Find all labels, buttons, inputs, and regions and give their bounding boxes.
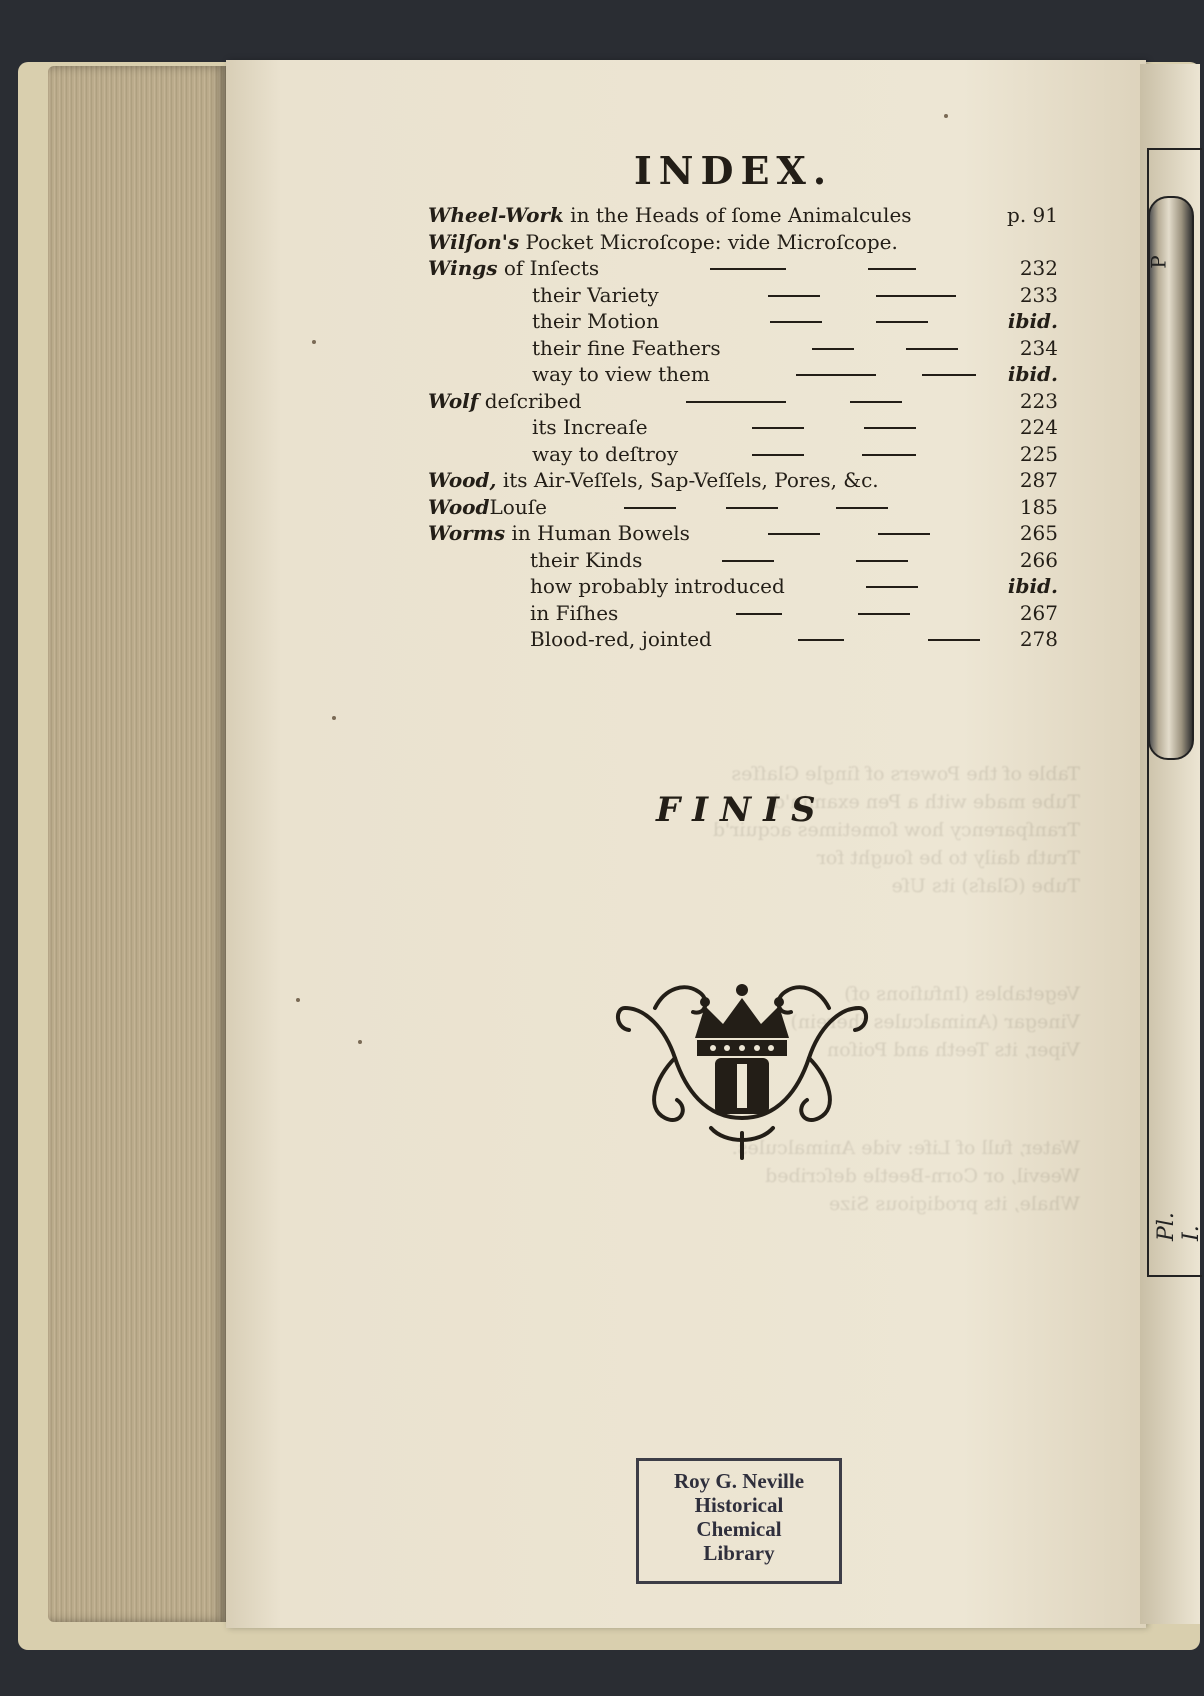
plate-letter: P xyxy=(1146,255,1171,269)
entry-page-ref: 267 xyxy=(1019,600,1058,625)
entry-page-ref: 185 xyxy=(1019,494,1058,519)
entry-page-ref: 223 xyxy=(1019,388,1058,413)
bleed-line: Weevil, or Corn-Beetle deſcribed xyxy=(765,1165,1080,1187)
entry-text: Louſe xyxy=(489,494,547,519)
bleed-line: Tranſparency how ſometimes acquir'd xyxy=(712,819,1080,841)
entry-page-ref: 265 xyxy=(1019,521,1058,545)
paper-speck xyxy=(296,998,300,1002)
entry-page-ref: 266 xyxy=(1019,547,1058,572)
leader-dash xyxy=(876,295,956,297)
index-entry xyxy=(428,520,1068,547)
leader-dash xyxy=(624,507,676,509)
leader-dash xyxy=(770,321,822,323)
entry-page-ref: ibid. xyxy=(1007,574,1058,598)
leader-dash xyxy=(922,374,976,376)
stamp-line: Chemical xyxy=(696,1517,782,1541)
index-entry xyxy=(428,573,1068,600)
leader-dash xyxy=(710,268,786,270)
entry-text: in the Heads of ſome Animalcules xyxy=(563,203,912,227)
index-entry xyxy=(428,388,1068,415)
entry-page-ref: ibid. xyxy=(1007,309,1058,333)
entry-keyword: Wilſon's xyxy=(428,229,520,254)
index-entry xyxy=(428,547,1068,574)
bleed-line: Water, full of Life: vide Animalcules. xyxy=(731,1137,1080,1159)
index-entry xyxy=(428,282,1068,309)
bleed-line: Viper, its Teeth and Poiſon xyxy=(826,1039,1080,1061)
entry-text: how probably introduced xyxy=(530,574,785,598)
bleed-line: Whale, its prodigious Size xyxy=(829,1193,1080,1215)
library-stamp xyxy=(636,1458,842,1584)
index-entry xyxy=(428,308,1068,335)
stamp-line: Library xyxy=(703,1541,775,1565)
leader-dash xyxy=(726,507,778,509)
entry-keyword: Wolf xyxy=(428,388,479,413)
stamp-line: Historical xyxy=(694,1493,784,1517)
bleed-line: Vegetables (Infuſions of) xyxy=(844,983,1080,1005)
index-heading: INDEX. xyxy=(634,148,834,193)
entry-text: Pocket Microſcope: vide Microſcope. xyxy=(519,229,898,254)
entry-page-ref: 232 xyxy=(1019,256,1058,280)
entry-text: their Variety xyxy=(532,282,659,307)
leader-dash xyxy=(686,401,786,403)
leader-dash xyxy=(768,533,820,535)
entry-keyword: Wood, xyxy=(428,468,497,492)
leader-dash xyxy=(862,454,916,456)
paper-speck xyxy=(332,716,336,720)
entry-page-ref: 234 xyxy=(1019,335,1058,360)
entry-page-ref: ibid. xyxy=(1007,362,1058,386)
leader-dash xyxy=(858,613,910,615)
index-entry xyxy=(428,600,1068,627)
leader-dash xyxy=(856,560,908,562)
entry-text: in Fiſhes xyxy=(530,600,619,625)
stamp-line: Roy G. Neville xyxy=(673,1469,805,1493)
entry-page-ref: 287 xyxy=(1019,468,1058,492)
leader-dash xyxy=(752,427,804,429)
entry-keyword: Wings xyxy=(428,256,498,280)
bleed-line: Vinegar (Animalcules therein) xyxy=(790,1011,1080,1033)
leader-dash xyxy=(736,613,782,615)
leader-dash xyxy=(878,533,930,535)
paper-speck xyxy=(358,1040,362,1044)
index-entry xyxy=(428,467,1068,494)
leader-dash xyxy=(836,507,888,509)
entry-page-ref: p. 91 xyxy=(1007,203,1058,227)
entry-text: of Inſects xyxy=(497,256,600,280)
index-entry xyxy=(428,414,1068,441)
index-entry xyxy=(428,202,1068,229)
entry-text: way to view them xyxy=(532,362,710,386)
leader-dash xyxy=(752,454,804,456)
index-entry xyxy=(428,255,1068,282)
leader-dash xyxy=(722,560,774,562)
entry-text: in Human Bowels xyxy=(505,521,690,545)
entry-text: its Increaſe xyxy=(532,415,648,439)
index-entry xyxy=(428,441,1068,468)
paper-speck xyxy=(312,340,316,344)
entry-text: way to deſtroy xyxy=(532,441,679,466)
entry-page-ref: 233 xyxy=(1019,282,1058,307)
plate-label: Pl. I. xyxy=(1154,1212,1204,1241)
index-entry xyxy=(428,335,1068,362)
entry-text: their Motion xyxy=(532,309,659,333)
leader-dash xyxy=(868,268,916,270)
leader-dash xyxy=(768,295,820,297)
bleed-line: Tube made with a Pen examin'd xyxy=(772,791,1080,813)
entry-page-ref: 224 xyxy=(1019,415,1058,439)
index-entry xyxy=(428,626,1068,653)
entry-text: their fine Feathers xyxy=(532,335,721,360)
leader-dash xyxy=(850,401,902,403)
entry-keyword: Wood xyxy=(428,494,490,519)
leader-dash xyxy=(876,321,928,323)
crown-ornament xyxy=(615,968,869,1160)
microscope-tube-illustration xyxy=(1148,196,1194,760)
entry-page-ref: 225 xyxy=(1019,441,1058,466)
leader-dash xyxy=(798,639,844,641)
entry-keyword: Worms xyxy=(428,521,506,545)
index-entry xyxy=(428,229,1068,256)
leader-dash xyxy=(906,348,958,350)
leader-dash xyxy=(796,374,876,376)
bleed-line: Truth daily to be ſought for xyxy=(816,847,1080,869)
index-entry xyxy=(428,361,1068,388)
leader-dash xyxy=(812,348,854,350)
bleed-line: Table of the Powers of ſingle Glaſſes xyxy=(731,763,1080,785)
entry-keyword: Wheel-Work xyxy=(428,203,564,227)
bleed-line: Tube (Glaſs) its Uſe xyxy=(891,875,1080,897)
entry-page-ref: 278 xyxy=(1019,627,1058,651)
leader-dash xyxy=(928,639,980,641)
entry-text: Blood-red, jointed xyxy=(530,627,712,651)
entry-text: their Kinds xyxy=(530,547,643,572)
leader-dash xyxy=(864,427,916,429)
entry-text: deſcribed xyxy=(478,388,582,413)
entry-text: its Air-Veſſels, Sap-Veſſels, Pores, &c. xyxy=(496,468,879,492)
finis-text: FINIS xyxy=(656,790,828,830)
leader-dash xyxy=(866,586,918,588)
index-entry xyxy=(428,494,1068,521)
page-edges xyxy=(48,66,226,1622)
paper-speck xyxy=(944,114,948,118)
index-entries xyxy=(428,202,1068,653)
